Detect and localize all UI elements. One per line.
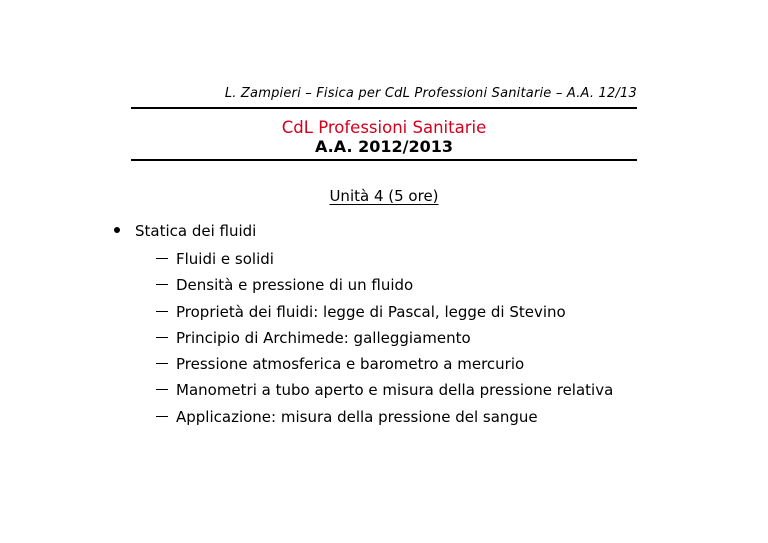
unit-label: Unità 4 (5 ore) bbox=[329, 187, 439, 205]
subtopic-label: Proprietà dei fluidi: legge di Pascal, legge di Stevino bbox=[176, 302, 566, 321]
dash-icon bbox=[156, 258, 168, 259]
dash-icon bbox=[156, 337, 168, 338]
dash-icon bbox=[156, 416, 168, 417]
dash-icon bbox=[156, 363, 168, 364]
main-topic-label: Statica dei fluidi bbox=[135, 222, 257, 240]
dash-icon bbox=[156, 284, 168, 285]
dash-icon bbox=[156, 311, 168, 312]
course-title: CdL Professioni Sanitarie bbox=[281, 118, 487, 137]
subtopic-label: Fluidi e solidi bbox=[176, 250, 274, 268]
subtopic-label: Pressione atmosferica e barometro a mercurio bbox=[176, 355, 525, 374]
running-header: L. Zampieri – Fisica per CdL Professioni Sanitarie – A.A. 12/13 bbox=[224, 86, 637, 101]
academic-year: A.A. 2012/2013 bbox=[315, 137, 453, 156]
subtopic-label: Manometri a tubo aperto e misura della pressione relativa bbox=[176, 381, 614, 400]
subtopic-label: Densità e pressione di un fluido bbox=[176, 276, 414, 295]
subtopic-label: Principio di Archimede: galleggiamento bbox=[176, 328, 471, 347]
top-divider bbox=[131, 107, 637, 109]
bottom-divider bbox=[131, 159, 637, 161]
dash-icon bbox=[156, 389, 168, 390]
bullet-icon bbox=[114, 227, 120, 233]
unit-heading bbox=[131, 187, 637, 205]
subtopic-label: Applicazione: misura della pressione del sangue bbox=[176, 407, 538, 426]
